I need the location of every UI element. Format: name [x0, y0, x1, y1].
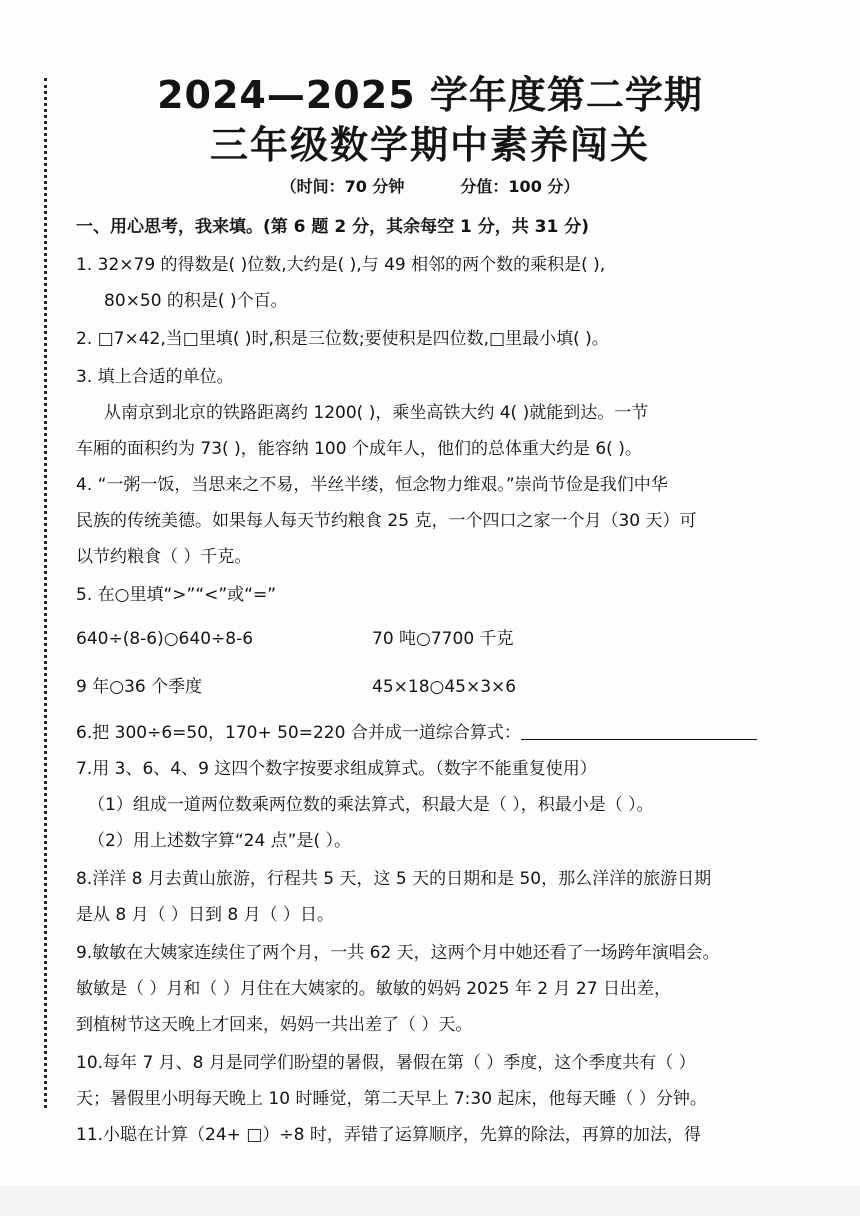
question-5-compare-3: 9 年○36 个季度 [76, 677, 203, 697]
question-10-line-1: 10.每年 7 月、8 月是同学们盼望的暑假，暑假在第（ ）季度，这个季度共有（ ） [76, 1053, 696, 1073]
question-9-line-2: 敏敏是（ ）月和（ ）月住在大姨家的。敏敏的妈妈 2025 年 2 月 27 日出差， [76, 979, 671, 999]
answer-blank-line[interactable] [521, 723, 757, 740]
question-4-line-3: 以节约粮食（ ）千克。 [76, 547, 252, 567]
question-5-heading: 5. 在○里填“>”“<”或“=” [76, 585, 277, 605]
question-4-line-1: 4. “一粥一饭，当思来之不易，半丝半缕，恒念物力维艰。”崇尚节俭是我们中华 [76, 475, 668, 495]
question-10-line-2: 天；暑假里小明每天晚上 10 时睡觉，第二天早上 7:30 起床，他每天睡（ ）分钟。 [76, 1089, 707, 1109]
question-7-part-1: （1）组成一道两位数乘两位数的乘法算式，积最大是（ ），积最小是（ ）。 [88, 795, 654, 815]
exam-meta [0, 174, 860, 197]
question-3-heading: 3. 填上合适的单位。 [76, 367, 234, 387]
question-5-compare-1: 640÷(8-6)○640÷8-6 [76, 629, 254, 649]
question-8-line-1: 8.洋洋 8 月去黄山旅游，行程共 5 天，这 5 天的日期和是 50，那么洋洋的旅游日期 [76, 869, 712, 889]
question-1-line-1: 1. 32×79 的得数是( )位数,大约是( ),与 49 相邻的两个数的乘积是( ), [76, 255, 606, 275]
question-7-part-2: （2）用上述数字算“24 点”是( ）。 [88, 831, 352, 851]
page-bottom-edge [0, 1186, 860, 1216]
exam-score: 分值：100 分） [460, 177, 580, 196]
question-11-line-1: 11.小聪在计算（24+ □）÷8 时，弄错了运算顺序，先算的除法，再算的加法，得 [76, 1125, 701, 1145]
question-6-text: 6.把 300÷6=50，170+ 50=220 合并成一道综合算式： [76, 723, 521, 743]
question-3-line-2: 车厢的面积约为 73( )，能容纳 100 个成年人，他们的总体重大约是 6( )。 [76, 439, 642, 459]
exam-time: （时间：70 分钟 [280, 177, 405, 196]
question-8-line-2: 是从 8 月（ ）日到 8 月（ ）日。 [76, 905, 335, 925]
exam-title-subject: 三年级数学期中素养闯关 [209, 123, 650, 167]
question-2: 2. □7×42,当□里填( )时,积是三位数;要使积是四位数,□里最小填( )。 [76, 329, 609, 349]
binding-dotted-line [44, 78, 47, 1108]
question-9-line-3: 到植树节这天晚上才回来，妈妈一共出差了（ ）天。 [76, 1015, 473, 1035]
section-heading: 一、用心思考，我来填。(第 6 题 2 分，其余每空 1 分，共 31 分) [76, 217, 590, 237]
question-7-heading: 7.用 3、6、4、9 这四个数字按要求组成算式。（数字不能重复使用） [76, 759, 597, 779]
question-5-compare-4: 45×18○45×3×6 [372, 677, 517, 697]
question-9-line-1: 9.敏敏在大姨家连续住了两个月，一共 62 天，这两个月中她还看了一场跨年演唱会。 [76, 943, 720, 963]
question-3-line-1: 从南京到北京的铁路距离约 1200( )，乘坐高铁大约 4( )就能到达。一节 [104, 403, 649, 423]
question-6 [76, 722, 757, 744]
question-1-line-2: 80×50 的积是( )个百。 [104, 291, 288, 311]
question-4-line-2: 民族的传统美德。如果每人每天节约粮食 25 克，一个四口之家一个月（30 天）可 [76, 511, 697, 531]
exam-title-year: 2024—2025 学年度第二学期 [157, 73, 703, 117]
question-5-compare-2: 70 吨○7700 千克 [372, 629, 514, 649]
